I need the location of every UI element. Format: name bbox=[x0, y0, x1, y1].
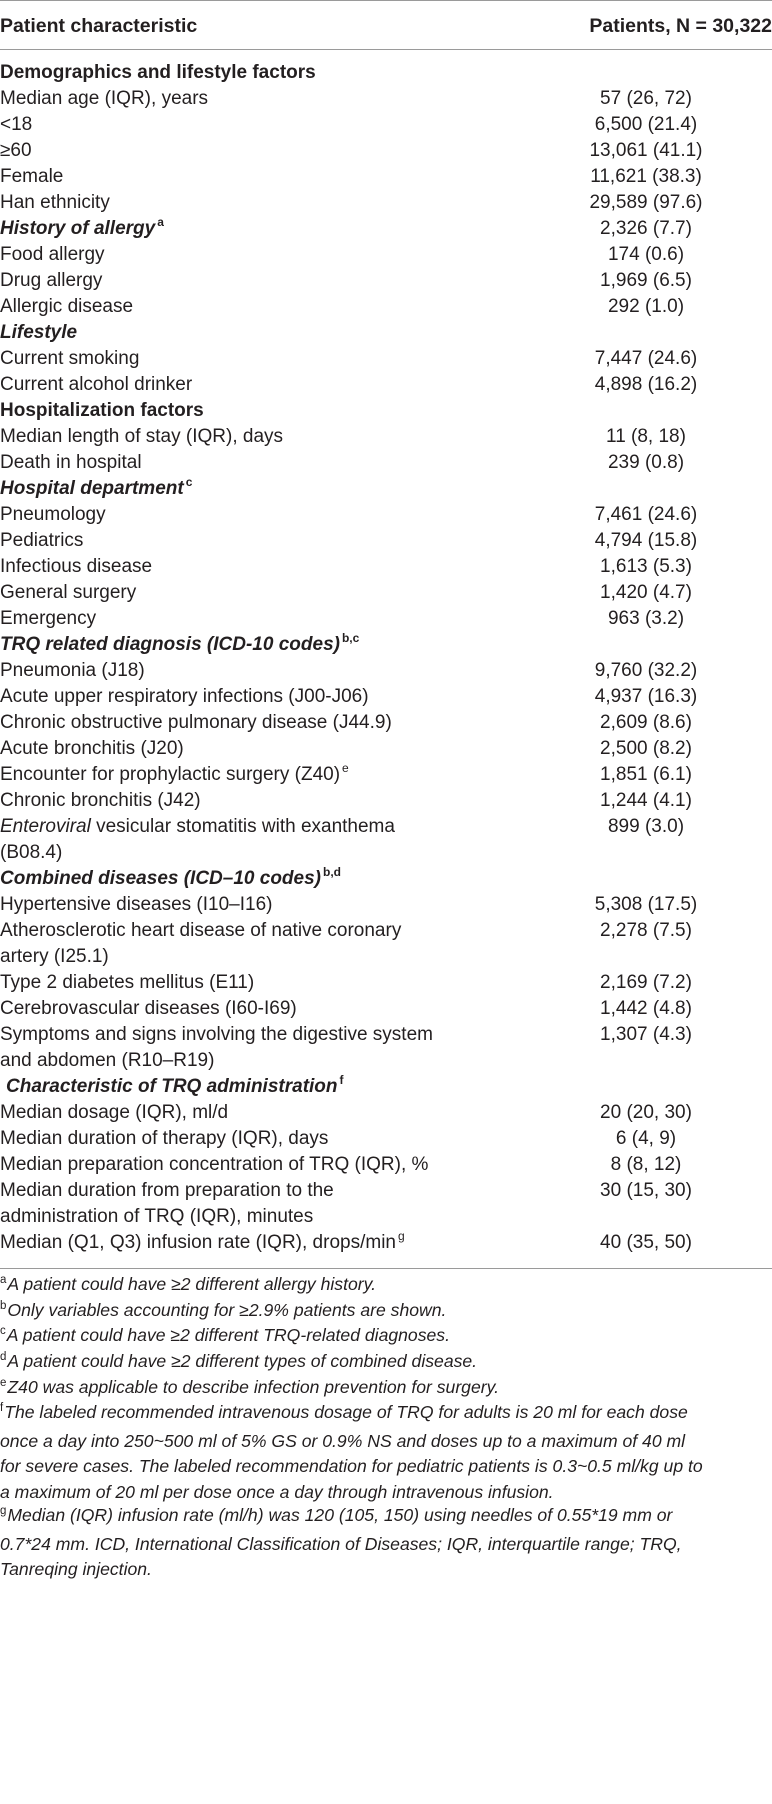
row-label: ≥60 bbox=[0, 140, 32, 161]
footnote-ref: b,c bbox=[341, 631, 360, 645]
row-value: 11,621 (38.3) bbox=[590, 166, 702, 187]
row-value: 8 (8, 12) bbox=[610, 1154, 682, 1175]
row-value: 4,937 (16.3) bbox=[594, 686, 698, 707]
row-label-line2: and abdomen (R10–R19) bbox=[0, 1050, 215, 1071]
row-label: Han ethnicity bbox=[0, 192, 110, 213]
row-label: Symptoms and signs involving the digestive system bbox=[0, 1024, 433, 1045]
row-label: Hospitalization factors bbox=[0, 400, 204, 421]
row-label-line2: (B08.4) bbox=[0, 842, 63, 863]
row-label: Lifestyle bbox=[0, 322, 78, 343]
footnote-text-line: The labeled recommended intravenous dosage of TRQ for adults is 20 ml for each dose bbox=[4, 1402, 688, 1422]
footnote-text: A patient could have ≥2 different allergy history. bbox=[7, 1274, 376, 1294]
row-label: Cerebrovascular diseases (I60-I69) bbox=[0, 998, 297, 1019]
row-label: Type 2 diabetes mellitus (E11) bbox=[0, 972, 255, 993]
header-patients-n: Patients, N = 30,322 bbox=[589, 15, 772, 37]
row-value: 1,613 (5.3) bbox=[600, 556, 692, 577]
row-label: Chronic bronchitis (J42) bbox=[0, 790, 201, 811]
footnote-text-line: a maximum of 20 ml per dose once a day through intravenous infusion. bbox=[0, 1481, 554, 1502]
row-value: 1,442 (4.8) bbox=[600, 998, 692, 1019]
row-label: Food allergy bbox=[0, 244, 105, 265]
row-value: 2,609 (8.6) bbox=[600, 712, 692, 733]
footnote-f bbox=[0, 1400, 772, 1505]
row-label: Death in hospital bbox=[0, 452, 142, 473]
footnote-text-line: 0.7*24 mm. ICD, International Classification of Diseases; IQR, interquartile range; TRQ, bbox=[0, 1533, 682, 1554]
footnote-text-line: Tanreqing injection. bbox=[0, 1559, 152, 1579]
footnote-ref: b,d bbox=[323, 865, 341, 879]
row-value: 29,589 (97.6) bbox=[589, 192, 703, 213]
footnote-ref: g bbox=[397, 1229, 405, 1243]
header-patient-characteristic: Patient characteristic bbox=[0, 15, 198, 37]
footnote-text-line: for severe cases. The labeled recommendation for pediatric patients is 0.3~0.5 ml/kg up to bbox=[0, 1456, 703, 1476]
footnote-a bbox=[0, 1272, 772, 1301]
row-value: 1,969 (6.5) bbox=[600, 270, 692, 291]
footnote-text: A patient could have ≥2 different TRQ-related diagnoses. bbox=[6, 1325, 450, 1345]
footnote-mark: e bbox=[0, 1377, 7, 1389]
footnote-g bbox=[0, 1503, 772, 1583]
row-label: Hypertensive diseases (I10–I16) bbox=[0, 894, 273, 915]
row-label: vesicular stomatitis with exanthema bbox=[90, 816, 395, 837]
row-label: Atherosclerotic heart disease of native coronary bbox=[0, 920, 402, 941]
row-value: 1,851 (6.1) bbox=[600, 764, 692, 785]
footnote-ref: e bbox=[342, 761, 349, 775]
row-value: 9,760 (32.2) bbox=[594, 660, 698, 681]
footnote-c bbox=[0, 1323, 772, 1352]
row-label: Median length of stay (IQR), days bbox=[0, 426, 284, 447]
row-label: Allergic disease bbox=[0, 296, 134, 317]
row-value: 13,061 (41.1) bbox=[589, 140, 703, 161]
row-value: 899 (3.0) bbox=[607, 816, 685, 837]
footnote-text: Z40 was applicable to describe infection prevention for surgery. bbox=[7, 1377, 499, 1397]
footnote-d bbox=[0, 1349, 772, 1378]
row-value: 4,898 (16.2) bbox=[594, 374, 698, 395]
row-value: 292 (1.0) bbox=[607, 296, 685, 317]
row-value: 2,169 (7.2) bbox=[600, 972, 692, 993]
row-label: Demographics and lifestyle factors bbox=[0, 62, 316, 83]
row-label: Pneumonia (J18) bbox=[0, 660, 145, 681]
row-label: Emergency bbox=[0, 608, 97, 629]
row-value: 239 (0.8) bbox=[607, 452, 685, 473]
row-value: 57 (26, 72) bbox=[600, 88, 692, 109]
row-value: 20 (20, 30) bbox=[600, 1102, 692, 1123]
footnote-text-line: once a day into 250~500 ml of 5% GS or 0.9% NS and doses up to a maximum of 40 ml bbox=[0, 1430, 686, 1451]
row-label: Acute upper respiratory infections (J00-J06) bbox=[0, 686, 369, 707]
row-label: Hospital department bbox=[0, 478, 184, 499]
footnote-text: A patient could have ≥2 different types of combined disease. bbox=[7, 1351, 478, 1371]
row-value: 6,500 (21.4) bbox=[594, 114, 698, 135]
row-label: General surgery bbox=[0, 582, 137, 603]
row-value: 963 (3.2) bbox=[607, 608, 685, 629]
row-label: TRQ related diagnosis (ICD-10 codes) bbox=[0, 634, 340, 655]
row-label: Current smoking bbox=[0, 348, 140, 369]
row-label: Median dosage (IQR), ml/d bbox=[0, 1102, 229, 1123]
row-label: Pneumology bbox=[0, 504, 106, 525]
footnote-text: Only variables accounting for ≥2.9% patients are shown. bbox=[7, 1300, 447, 1320]
row-label: Pediatrics bbox=[0, 530, 84, 551]
footnote-text-line: Median (IQR) infusion rate (ml/h) was 120 (105, 150) using needles of 0.55*19 mm or bbox=[7, 1505, 673, 1525]
row-label: Median preparation concentration of TRQ (IQR), % bbox=[0, 1154, 429, 1175]
row-label: Median duration of therapy (IQR), days bbox=[0, 1128, 329, 1149]
row-value: 2,278 (7.5) bbox=[600, 920, 692, 941]
row-value: 40 (35, 50) bbox=[600, 1232, 692, 1253]
footnote-ref: a bbox=[157, 215, 164, 229]
row-value: 2,500 (8.2) bbox=[600, 738, 692, 759]
row-value: 6 (4, 9) bbox=[615, 1128, 677, 1149]
footnote-mark: f bbox=[0, 1402, 4, 1414]
row-value: 1,307 (4.3) bbox=[600, 1024, 692, 1045]
row-label-italic: Enteroviral bbox=[0, 816, 91, 837]
row-label: Current alcohol drinker bbox=[0, 374, 193, 395]
footnote-ref: c bbox=[185, 475, 193, 489]
row-label: <18 bbox=[0, 114, 33, 135]
row-label: Median (Q1, Q3) infusion rate (IQR), drops/min bbox=[0, 1232, 396, 1253]
row-label: Acute bronchitis (J20) bbox=[0, 738, 184, 759]
row-value: 7,447 (24.6) bbox=[594, 348, 698, 369]
table-header bbox=[0, 0, 772, 54]
row-label-line2: administration of TRQ (IQR), minutes bbox=[0, 1206, 314, 1227]
row-value: 2,326 (7.7) bbox=[600, 218, 692, 239]
row-value: 4,794 (15.8) bbox=[594, 530, 698, 551]
row-label-line2: artery (I25.1) bbox=[0, 946, 109, 967]
footnote-ref: f bbox=[339, 1073, 344, 1087]
row-label: Characteristic of TRQ administration bbox=[6, 1076, 338, 1097]
row-label: Female bbox=[0, 166, 64, 187]
footnote-mark: g bbox=[0, 1505, 7, 1517]
footnote-mark: b bbox=[0, 1300, 7, 1312]
row-value: 174 (0.6) bbox=[607, 244, 685, 265]
row-value: 11 (8, 18) bbox=[606, 426, 686, 447]
row-value: 1,244 (4.1) bbox=[600, 790, 692, 811]
row-label: Combined diseases (ICD–10 codes) bbox=[0, 868, 321, 889]
table-bottom-rule bbox=[0, 1268, 772, 1269]
row-value: 7,461 (24.6) bbox=[594, 504, 698, 525]
row-value: 5,308 (17.5) bbox=[594, 894, 698, 915]
footnote-mark: a bbox=[0, 1274, 7, 1286]
row-value: 30 (15, 30) bbox=[600, 1180, 692, 1201]
row-label: Median age (IQR), years bbox=[0, 88, 209, 109]
row-label: Infectious disease bbox=[0, 556, 153, 577]
row-label: Chronic obstructive pulmonary disease (J44.9) bbox=[0, 712, 392, 733]
row-label: Median duration from preparation to the bbox=[0, 1180, 334, 1201]
row-label: Drug allergy bbox=[0, 270, 103, 291]
row-label: Encounter for prophylactic surgery (Z40) bbox=[0, 764, 341, 785]
row-label: History of allergy bbox=[0, 218, 156, 239]
header-rule bbox=[0, 49, 772, 50]
footnote-mark: d bbox=[0, 1351, 7, 1363]
footnote-mark: c bbox=[0, 1325, 6, 1337]
row-value: 1,420 (4.7) bbox=[600, 582, 692, 603]
